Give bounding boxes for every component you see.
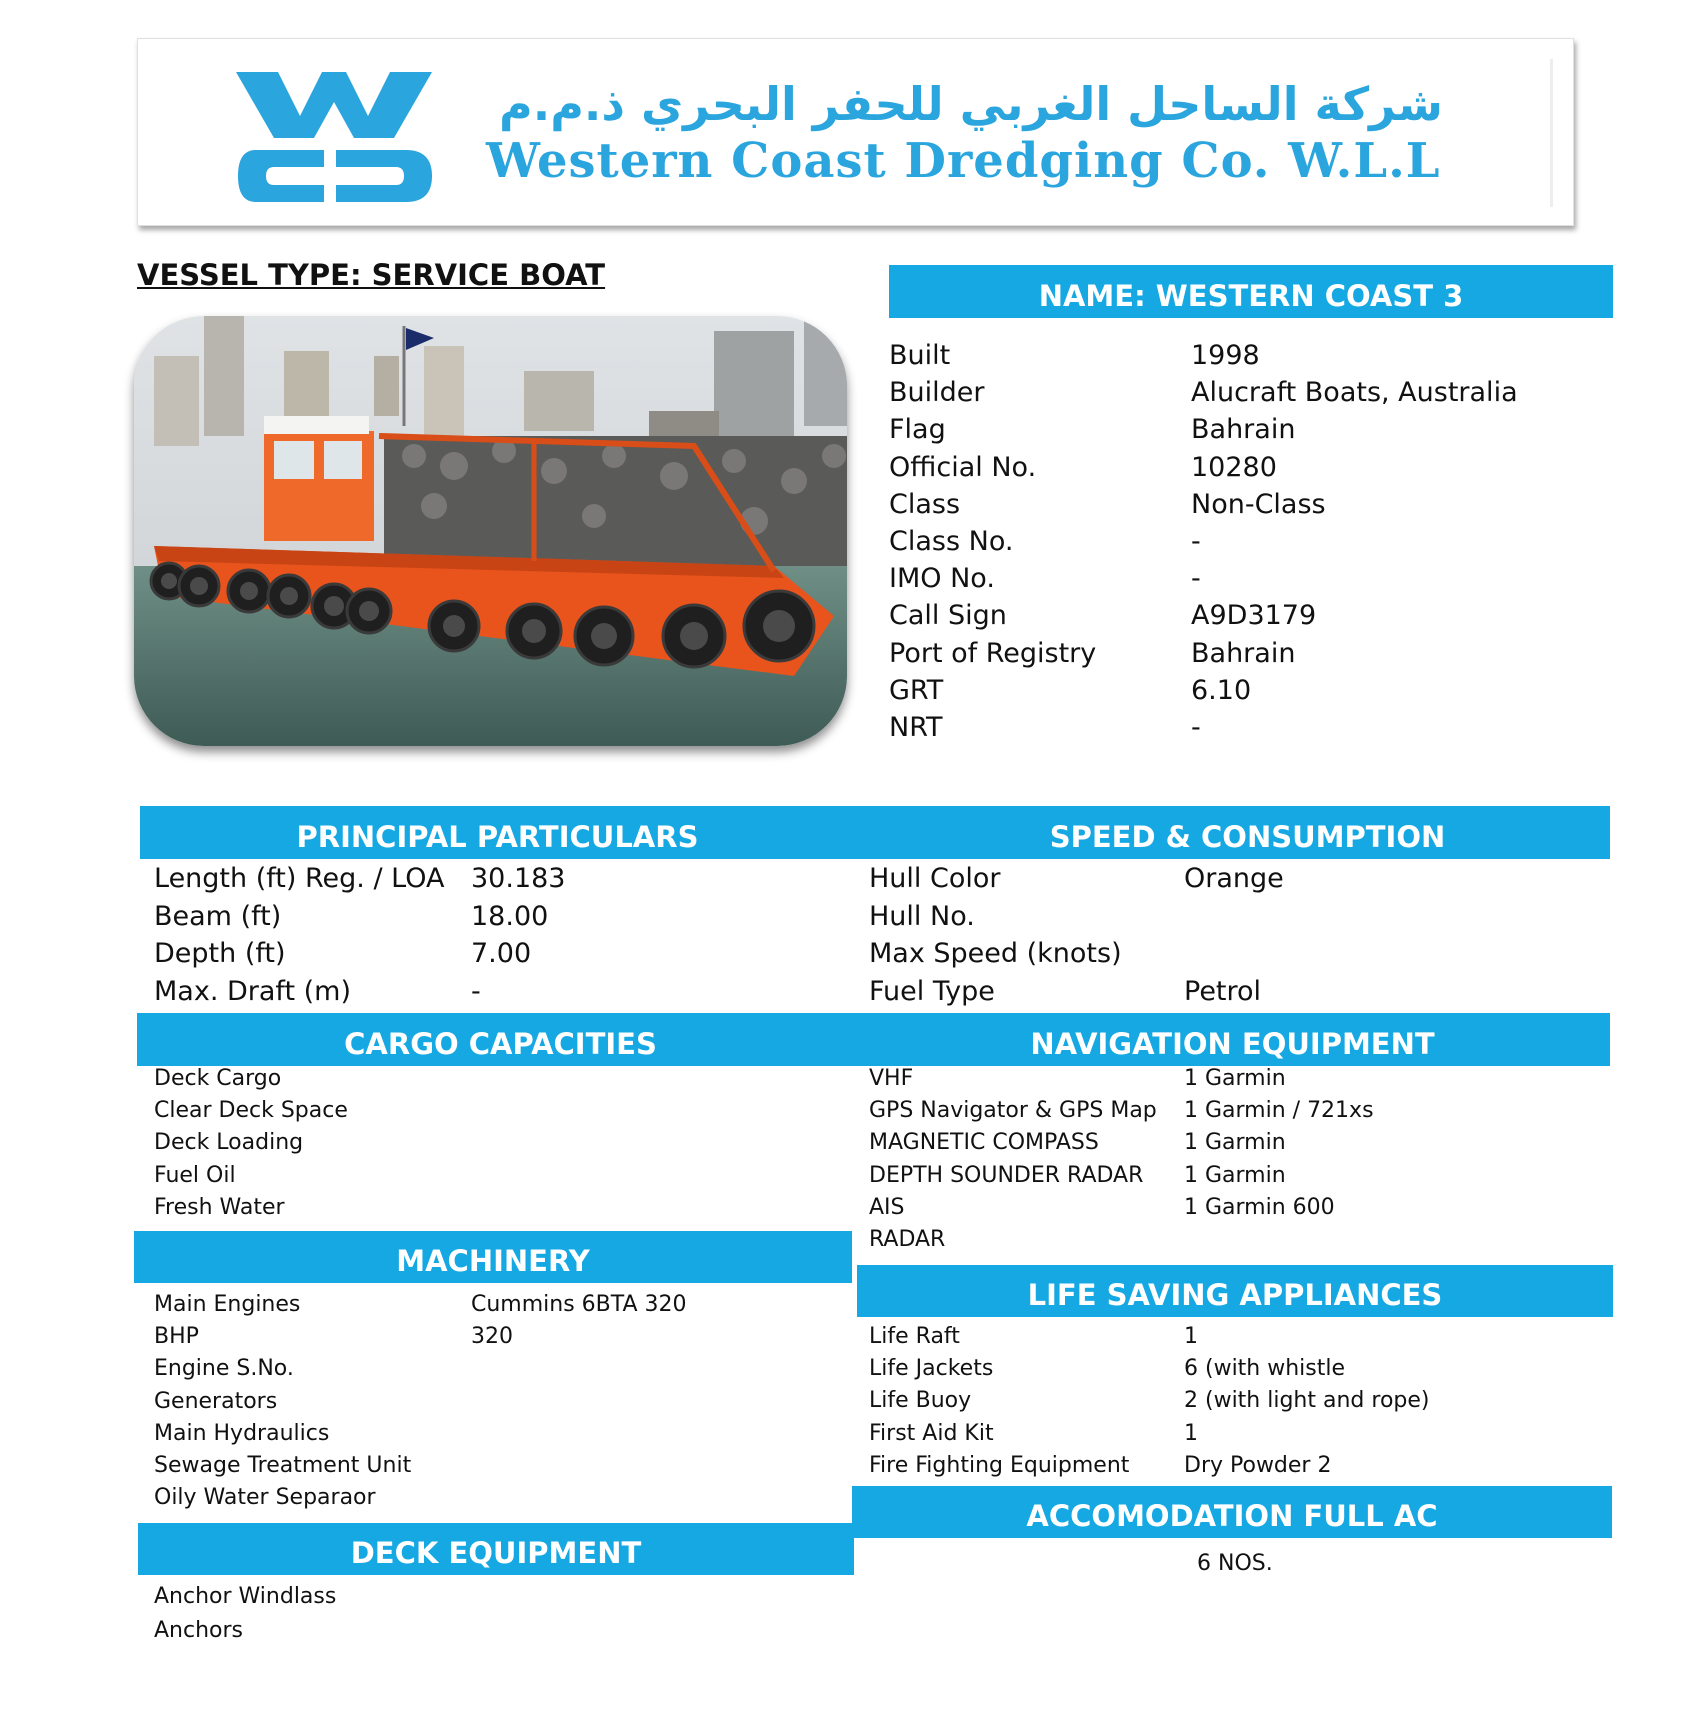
principal-value: -: [471, 975, 481, 1007]
detail-label: Flag: [889, 414, 946, 446]
detail-label: Class: [889, 488, 961, 520]
navigation-label: MAGNETIC COMPASS: [869, 1130, 1099, 1156]
machinery-label: BHP: [154, 1324, 199, 1350]
detail-value: -: [1191, 712, 1201, 743]
detail-value: Non-Class: [1191, 488, 1326, 520]
cargo-label: Fuel Oil: [154, 1162, 236, 1188]
speed-label: Max Speed (knots): [869, 938, 1122, 969]
detail-label: NRT: [889, 712, 943, 743]
divider: [1550, 59, 1553, 207]
lifesaving-value: 6 (with whistle: [1184, 1356, 1346, 1382]
life-saving-header: LIFE SAVING APPLIANCES: [857, 1265, 1613, 1317]
vessel-photo: [134, 316, 847, 746]
principal-label: Beam (ft): [154, 900, 282, 932]
navigation-value: 1 Garmin / 721xs: [1184, 1098, 1374, 1124]
cargo-label: Deck Loading: [154, 1130, 304, 1156]
lifesaving-label: Life Jackets: [869, 1356, 994, 1382]
principal-particulars-header: PRINCIPAL PARTICULARS: [140, 806, 855, 859]
accommodation-header: ACCOMODATION FULL AC: [852, 1486, 1612, 1538]
cargo-label: Fresh Water: [154, 1194, 285, 1220]
deck-equipment-header: DECK EQUIPMENT: [138, 1523, 854, 1575]
detail-value: -: [1191, 526, 1201, 557]
machinery-label: Main Engines: [154, 1292, 301, 1317]
principal-label: Depth (ft): [154, 938, 286, 969]
lifesaving-value: 2 (with light and rope): [1184, 1388, 1430, 1414]
lifesaving-label: Life Raft: [869, 1324, 960, 1349]
detail-value: Bahrain: [1191, 414, 1296, 446]
detail-label: Built: [889, 340, 951, 371]
detail-label: Port of Registry: [889, 637, 1097, 669]
principal-label: Length (ft) Reg. / LOA: [154, 863, 445, 894]
company-name-arabic: شركة الساحل الغربي للحفر البحري ذ.م.م: [499, 77, 1443, 131]
deck-label: Anchors: [154, 1618, 243, 1643]
principal-value: 18.00: [471, 900, 549, 932]
detail-label: Official No.: [889, 451, 1037, 483]
navigation-label: GPS Navigator & GPS Map: [869, 1098, 1157, 1124]
lifesaving-label: First Aid Kit: [869, 1420, 994, 1446]
company-name-english: Western Coast Dredging Co. W.L.L: [486, 133, 1441, 189]
navigation-label: AIS: [869, 1194, 905, 1220]
name-header: NAME: WESTERN COAST 3: [889, 265, 1613, 318]
company-logo: [236, 72, 432, 202]
detail-value: 10280: [1191, 451, 1277, 483]
machinery-label: Oily Water Separaor: [154, 1485, 376, 1511]
lifesaving-value: 1: [1184, 1324, 1198, 1349]
speed-value: Orange: [1184, 863, 1284, 894]
accommodation-value: 6 NOS.: [1197, 1551, 1273, 1576]
lifesaving-value: 1: [1184, 1420, 1198, 1446]
machinery-label: Main Hydraulics: [154, 1420, 330, 1446]
navigation-label: VHF: [869, 1066, 914, 1091]
navigation-value: 1 Garmin 600: [1184, 1194, 1335, 1220]
vessel-type-heading: VESSEL TYPE: SERVICE BOAT: [137, 258, 606, 292]
cargo-label: Clear Deck Space: [154, 1098, 348, 1124]
speed-consumption-header: SPEED & CONSUMPTION: [855, 806, 1610, 859]
detail-value: A9D3179: [1191, 600, 1317, 632]
detail-label: Class No.: [889, 526, 1014, 557]
deck-label: Anchor Windlass: [154, 1584, 337, 1609]
detail-value: -: [1191, 563, 1201, 595]
navigation-value: 1 Garmin: [1184, 1162, 1286, 1188]
lifesaving-value: Dry Powder 2: [1184, 1452, 1332, 1478]
navigation-label: DEPTH SOUNDER RADAR: [869, 1162, 1144, 1188]
speed-label: Hull Color: [869, 863, 1001, 894]
speed-label: Hull No.: [869, 900, 975, 932]
detail-value: 6.10: [1191, 674, 1252, 706]
detail-label: IMO No.: [889, 563, 995, 595]
speed-value: Petrol: [1184, 975, 1262, 1007]
detail-label: GRT: [889, 674, 944, 706]
navigation-value: 1 Garmin: [1184, 1066, 1286, 1091]
detail-label: Call Sign: [889, 600, 1007, 632]
lifesaving-label: Fire Fighting Equipment: [869, 1452, 1130, 1478]
machinery-value: Cummins 6BTA 320: [471, 1292, 687, 1317]
principal-value: 30.183: [471, 863, 566, 894]
detail-label: Builder: [889, 377, 985, 409]
cargo-capacities-header: CARGO CAPACITIES: [137, 1013, 864, 1066]
principal-label: Max. Draft (m): [154, 975, 351, 1007]
lifesaving-label: Life Buoy: [869, 1388, 972, 1414]
machinery-label: Engine S.No.: [154, 1356, 294, 1382]
detail-value: Alucraft Boats, Australia: [1191, 377, 1518, 409]
machinery-header: MACHINERY: [134, 1231, 852, 1283]
machinery-label: Sewage Treatment Unit: [154, 1453, 412, 1478]
navigation-label: RADAR: [869, 1227, 946, 1252]
detail-value: Bahrain: [1191, 637, 1296, 669]
principal-value: 7.00: [471, 938, 532, 969]
navigation-equipment-header: NAVIGATION EQUIPMENT: [855, 1013, 1610, 1066]
machinery-value: 320: [471, 1324, 513, 1350]
navigation-value: 1 Garmin: [1184, 1130, 1286, 1156]
speed-label: Fuel Type: [869, 975, 995, 1007]
detail-value: 1998: [1191, 340, 1260, 371]
cargo-label: Deck Cargo: [154, 1066, 282, 1091]
company-banner: [137, 38, 1574, 226]
machinery-label: Generators: [154, 1388, 278, 1414]
